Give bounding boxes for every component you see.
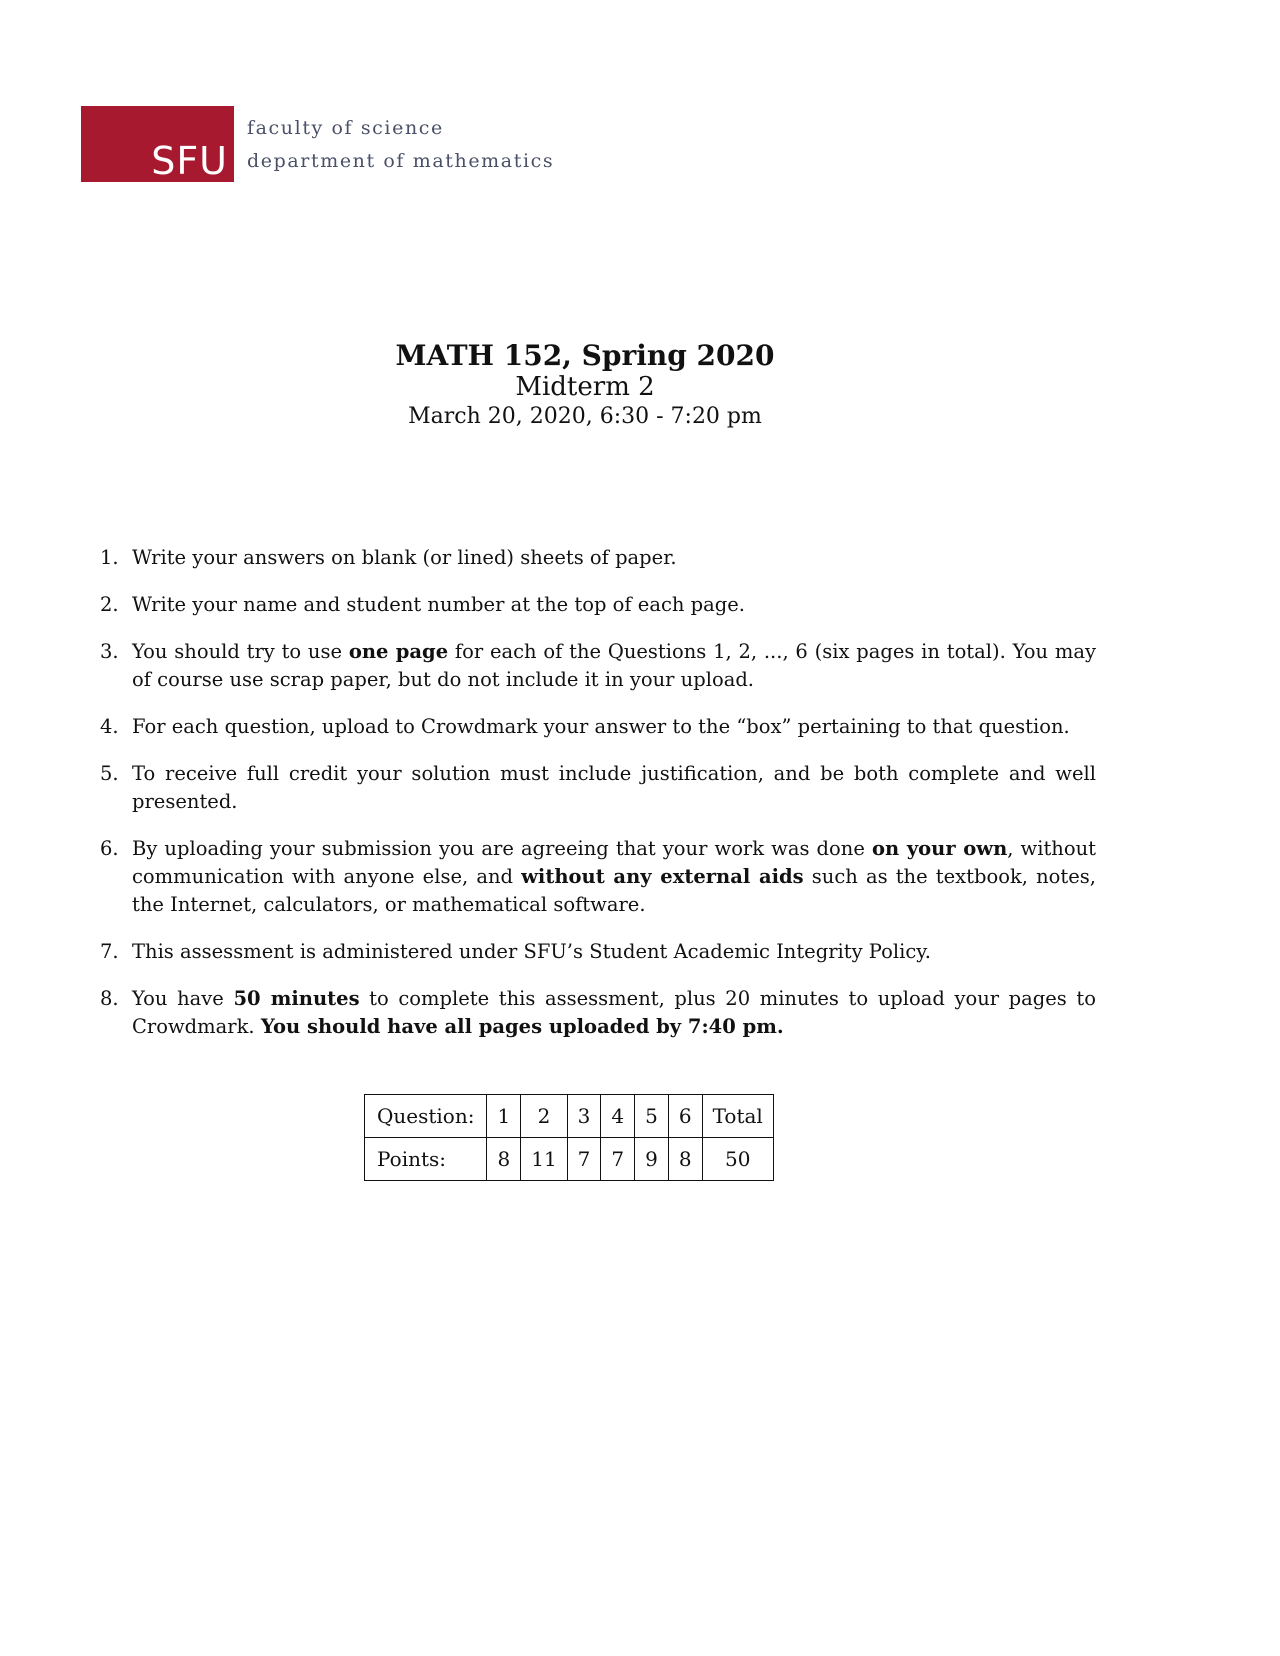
instruction-number: 2. [100, 593, 119, 616]
instruction-number: 3. [100, 640, 119, 663]
question-cell: 5 [635, 1095, 669, 1138]
instruction-item [100, 591, 1096, 619]
points-cell: 8 [668, 1138, 702, 1181]
instruction-item [100, 835, 1096, 919]
instruction-text [132, 938, 1096, 966]
question-cell: 1 [487, 1095, 521, 1138]
instruction-text [132, 713, 1096, 741]
question-cell: 4 [601, 1095, 635, 1138]
instruction-text [132, 985, 1096, 1041]
instruction-emphasis: one page [348, 640, 449, 663]
instruction-item [100, 713, 1096, 741]
instruction-item [100, 760, 1096, 816]
sfu-logo-text: SFU [151, 139, 228, 183]
question-cell: 3 [567, 1095, 601, 1138]
instruction-text-part: Write your name and student number at the top of each page. [132, 593, 745, 616]
instruction-item [100, 544, 1096, 572]
instruction-text-part: By uploading your submission you are agreeing that your work was done [132, 837, 872, 860]
instruction-number: 8. [100, 987, 119, 1010]
exam-name: Midterm 2 [515, 372, 655, 402]
instruction-item [100, 985, 1096, 1041]
department-lines [247, 106, 554, 182]
instruction-text-part: To receive full credit your solution must include justification, and be both complete and well presented. [132, 762, 1096, 813]
exam-title-block [0, 340, 1170, 432]
instruction-emphasis: You should have all pages uploaded by 7:40 pm. [260, 1015, 784, 1038]
sfu-logo [81, 106, 234, 182]
department-line: department of mathematics [247, 150, 555, 172]
points-row-label: Points: [365, 1138, 487, 1181]
instruction-text-part: for each of the Questions 1, 2, ..., 6 (six pages in total). You may of course use scrap paper, but do not include it in your upload. [132, 640, 1096, 691]
instruction-text-part: You should try to use [132, 640, 349, 663]
question-row-label: Question: [365, 1095, 487, 1138]
points-cell: 11 [521, 1138, 567, 1181]
points-table [364, 1094, 774, 1181]
instruction-emphasis: 50 minutes [233, 987, 360, 1010]
instruction-text [132, 544, 1096, 572]
faculty-line: faculty of science [247, 117, 444, 140]
instruction-number: 4. [100, 715, 119, 738]
instruction-text [132, 835, 1096, 919]
instruction-emphasis: without any external aids [521, 865, 804, 888]
exam-date: March 20, 2020, 6:30 - 7:20 pm [408, 404, 762, 429]
letterhead [81, 106, 554, 182]
instruction-text [132, 591, 1096, 619]
instruction-number: 6. [100, 837, 119, 860]
instruction-text-part: , without communication with anyone else, and [132, 837, 1096, 888]
instruction-text-part: Write your answers on blank (or lined) sheets of paper. [132, 546, 677, 569]
instruction-text-part: to complete this assessment, plus 20 minutes to upload your pages to Crowdmark. [132, 987, 1096, 1038]
instructions-list [100, 544, 1096, 1060]
instruction-text-part: such as the textbook, notes, the Internet, calculators, or mathematical software. [132, 865, 1096, 916]
points-row [365, 1138, 774, 1181]
instruction-text [132, 760, 1096, 816]
instruction-text-part: You have [132, 987, 234, 1010]
course-title: MATH 152, Spring 2020 [395, 339, 775, 372]
question-row [365, 1095, 774, 1138]
instruction-text-part: For each question, upload to Crowdmark your answer to the “box” pertaining to that question. [132, 715, 1070, 738]
question-cell: 6 [668, 1095, 702, 1138]
question-cell: 2 [521, 1095, 567, 1138]
instruction-item [100, 638, 1096, 694]
instruction-number: 5. [100, 762, 119, 785]
points-cell: 7 [601, 1138, 635, 1181]
instruction-emphasis: on your own [871, 837, 1008, 860]
points-cell: 50 [702, 1138, 773, 1181]
instruction-text [132, 638, 1096, 694]
points-cell: 8 [487, 1138, 521, 1181]
instruction-item [100, 938, 1096, 966]
instruction-number: 7. [100, 940, 119, 963]
instruction-number: 1. [100, 546, 119, 569]
question-cell: Total [702, 1095, 773, 1138]
points-cell: 9 [635, 1138, 669, 1181]
points-cell: 7 [567, 1138, 601, 1181]
instruction-text-part: This assessment is administered under SFU’s Student Academic Integrity Policy. [132, 940, 931, 963]
